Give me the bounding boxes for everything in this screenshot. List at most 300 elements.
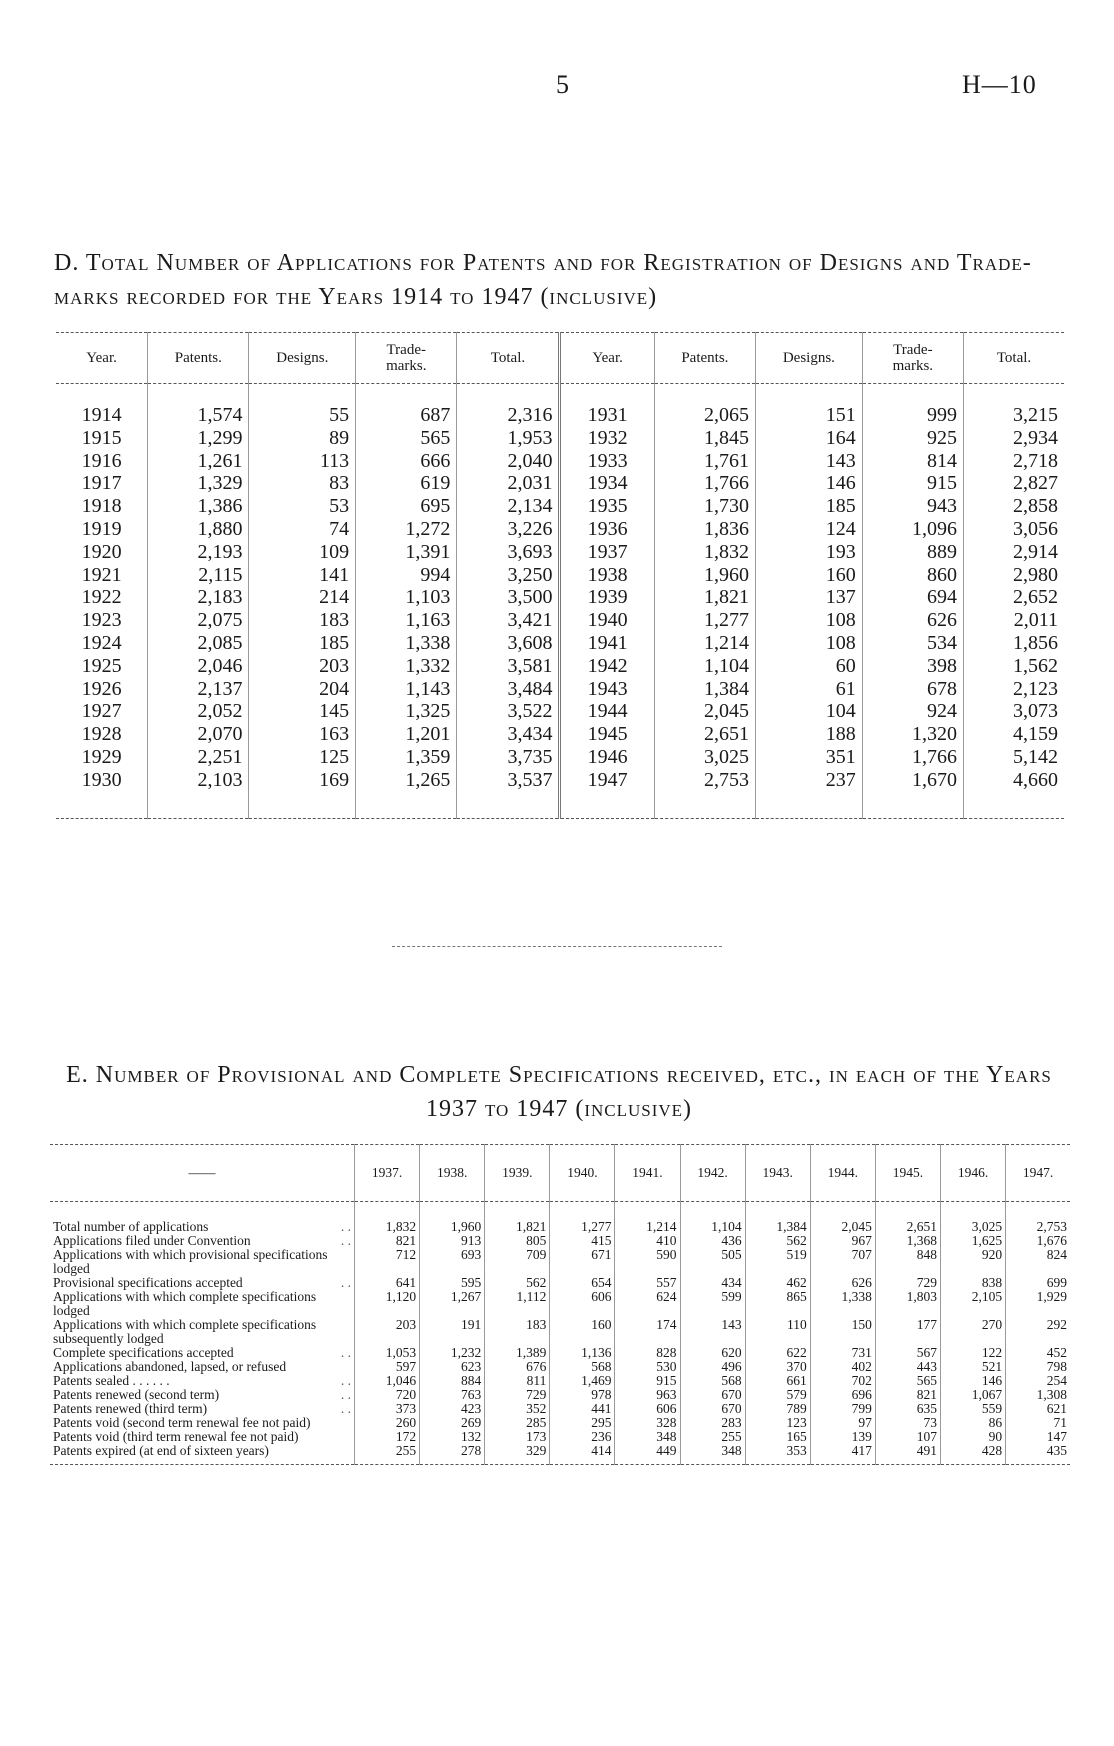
value-cell: 414	[550, 1444, 615, 1465]
value-cell: 606	[550, 1290, 615, 1318]
value-cell: 3,735	[457, 746, 560, 769]
year-cell: 1936	[560, 518, 654, 541]
leader-dots: . .	[340, 1387, 351, 1402]
value-cell: 353	[745, 1444, 810, 1465]
year-header: 1937.	[355, 1145, 420, 1202]
year-cell: 1946	[560, 746, 654, 769]
value-cell: 174	[615, 1318, 680, 1346]
value-cell: 2,011	[964, 609, 1065, 632]
value-cell: 370	[745, 1360, 810, 1374]
value-cell: 2,046	[148, 655, 249, 678]
value-cell: 1,103	[356, 586, 457, 609]
value-cell: 2,040	[457, 450, 560, 473]
year-cell: 1939	[560, 586, 654, 609]
row-label	[50, 1360, 355, 1374]
table-row	[56, 769, 1064, 818]
year-cell: 1947	[560, 769, 654, 818]
value-cell: 185	[249, 632, 356, 655]
value-cell: 3,073	[964, 700, 1065, 723]
row-label-text: Provisional specifications accepted	[53, 1275, 243, 1290]
value-cell: 925	[862, 427, 963, 450]
value-cell: 654	[550, 1276, 615, 1290]
value-cell: 292	[1006, 1318, 1070, 1346]
corner-header: ——	[50, 1145, 355, 1202]
value-cell: 623	[420, 1360, 485, 1374]
table-row	[50, 1346, 1070, 1360]
year-header: 1940.	[550, 1145, 615, 1202]
column-header: Year.	[560, 333, 654, 384]
value-cell: 913	[420, 1234, 485, 1248]
table-d	[56, 332, 1064, 819]
year-header: 1938.	[420, 1145, 485, 1202]
value-cell: 5,142	[964, 746, 1065, 769]
year-cell: 1916	[81, 449, 122, 472]
value-cell: 670	[680, 1402, 745, 1416]
table-row	[50, 1202, 1070, 1235]
page-number: 5	[556, 70, 569, 99]
value-cell: 435	[1006, 1444, 1070, 1465]
value-cell: 2,316	[457, 384, 560, 427]
value-cell: 1,386	[148, 495, 249, 518]
leader-dots: . .	[340, 1275, 351, 1290]
value-cell: 2,085	[148, 632, 249, 655]
value-cell: 1,384	[654, 678, 755, 701]
year-cell: 1940	[560, 609, 654, 632]
value-cell: 666	[356, 450, 457, 473]
value-cell: 620	[680, 1346, 745, 1360]
value-cell: 53	[249, 495, 356, 518]
value-cell: 1,096	[862, 518, 963, 541]
value-cell: 110	[745, 1318, 810, 1346]
value-cell: 1,320	[862, 723, 963, 746]
value-cell: 3,608	[457, 632, 560, 655]
row-label	[50, 1430, 355, 1444]
value-cell: 83	[249, 472, 356, 495]
table-row	[50, 1374, 1070, 1388]
value-cell: 86	[940, 1416, 1005, 1430]
table-row	[50, 1402, 1070, 1416]
value-cell: 567	[875, 1346, 940, 1360]
value-cell: 1,053	[355, 1346, 420, 1360]
value-cell: 4,660	[964, 769, 1065, 818]
value-cell: 183	[485, 1318, 550, 1346]
value-cell: 889	[862, 541, 963, 564]
value-cell: 565	[356, 427, 457, 450]
row-label	[50, 1248, 355, 1276]
value-cell: 865	[745, 1290, 810, 1318]
year-cell: 1923	[81, 609, 122, 632]
value-cell: 694	[862, 586, 963, 609]
value-cell: 1,143	[356, 678, 457, 701]
value-cell: 699	[1006, 1276, 1070, 1290]
row-label-text: Applications with which complete specifications lodged	[53, 1289, 317, 1318]
value-cell: 278	[420, 1444, 485, 1465]
value-cell: 798	[1006, 1360, 1070, 1374]
value-cell: 915	[862, 472, 963, 495]
value-cell: 534	[862, 632, 963, 655]
value-cell: 687	[356, 384, 457, 427]
value-cell: 436	[680, 1234, 745, 1248]
table-row	[56, 678, 1064, 701]
year-cell: 1932	[560, 427, 654, 450]
value-cell: 163	[249, 723, 356, 746]
value-cell: 2,137	[148, 678, 249, 701]
table-e-header-row	[50, 1145, 1070, 1202]
column-header: Year.	[56, 333, 148, 384]
value-cell: 1,359	[356, 746, 457, 769]
value-cell: 1,391	[356, 541, 457, 564]
value-cell: 824	[1006, 1248, 1070, 1276]
value-cell: 255	[680, 1430, 745, 1444]
value-cell: 2,251	[148, 746, 249, 769]
year-cell: 1922	[81, 586, 122, 609]
row-label	[50, 1388, 355, 1402]
value-cell: 1,338	[810, 1290, 875, 1318]
table-row	[56, 700, 1064, 723]
value-cell: 1,676	[1006, 1234, 1070, 1248]
value-cell: 920	[940, 1248, 1005, 1276]
value-cell: 1,574	[148, 384, 249, 427]
table-row	[50, 1290, 1070, 1318]
value-cell: 709	[485, 1248, 550, 1276]
value-cell: 2,070	[148, 723, 249, 746]
year-cell: 1943	[560, 678, 654, 701]
value-cell: 462	[745, 1276, 810, 1290]
year-cell: 1914	[81, 404, 122, 426]
value-cell: 678	[862, 678, 963, 701]
value-cell: 1,625	[940, 1234, 1005, 1248]
value-cell: 417	[810, 1444, 875, 1465]
table-row	[56, 632, 1064, 655]
value-cell: 641	[355, 1276, 420, 1290]
year-header: 1941.	[615, 1145, 680, 1202]
value-cell: 185	[756, 495, 863, 518]
value-cell: 967	[810, 1234, 875, 1248]
value-cell: 151	[756, 384, 863, 427]
value-cell: 1,136	[550, 1346, 615, 1360]
year-cell: 1918	[81, 495, 122, 518]
value-cell: 670	[680, 1388, 745, 1402]
value-cell: 720	[355, 1388, 420, 1402]
value-cell: 562	[485, 1276, 550, 1290]
value-cell: 626	[810, 1276, 875, 1290]
value-cell: 2,193	[148, 541, 249, 564]
table-row	[50, 1388, 1070, 1402]
value-cell: 597	[355, 1360, 420, 1374]
value-cell: 1,112	[485, 1290, 550, 1318]
value-cell: 1,329	[148, 472, 249, 495]
year-header: 1939.	[485, 1145, 550, 1202]
value-cell: 1,120	[355, 1290, 420, 1318]
row-label-text: Complete specifications accepted	[53, 1345, 234, 1360]
value-cell: 565	[875, 1374, 940, 1388]
column-header: Designs.	[756, 333, 863, 384]
year-header: 1944.	[810, 1145, 875, 1202]
value-cell: 137	[756, 586, 863, 609]
year-cell: 1941	[560, 632, 654, 655]
value-cell: 1,308	[1006, 1388, 1070, 1402]
table-row	[56, 427, 1064, 450]
table-row	[56, 564, 1064, 587]
value-cell: 1,821	[654, 586, 755, 609]
value-cell: 814	[862, 450, 963, 473]
value-cell: 1,261	[148, 450, 249, 473]
value-cell: 1,766	[862, 746, 963, 769]
value-cell: 109	[249, 541, 356, 564]
value-cell: 452	[1006, 1346, 1070, 1360]
table-row	[50, 1444, 1070, 1465]
value-cell: 2,103	[148, 769, 249, 818]
table-row	[56, 541, 1064, 564]
value-cell: 848	[875, 1248, 940, 1276]
value-cell: 146	[940, 1374, 1005, 1388]
value-cell: 107	[875, 1430, 940, 1444]
value-cell: 269	[420, 1416, 485, 1430]
year-header: 1945.	[875, 1145, 940, 1202]
value-cell: 530	[615, 1360, 680, 1374]
value-cell: 1,332	[356, 655, 457, 678]
value-cell: 1,232	[420, 1346, 485, 1360]
year-header: 1943.	[745, 1145, 810, 1202]
row-label	[50, 1416, 355, 1430]
value-cell: 821	[875, 1388, 940, 1402]
row-label-text: Patents expired (at end of sixteen years)	[53, 1443, 269, 1458]
value-cell: 3,215	[964, 384, 1065, 427]
year-cell: 1933	[560, 450, 654, 473]
value-cell: 2,718	[964, 450, 1065, 473]
value-cell: 132	[420, 1430, 485, 1444]
year-cell: 1926	[81, 677, 122, 700]
value-cell: 443	[875, 1360, 940, 1374]
leader-dots: . .	[340, 1345, 351, 1360]
value-cell: 624	[615, 1290, 680, 1318]
value-cell: 702	[810, 1374, 875, 1388]
value-cell: 1,104	[680, 1202, 745, 1235]
table-row	[50, 1360, 1070, 1374]
value-cell: 191	[420, 1318, 485, 1346]
value-cell: 599	[680, 1290, 745, 1318]
table-row	[56, 586, 1064, 609]
year-cell: 1920	[81, 540, 122, 563]
value-cell: 595	[420, 1276, 485, 1290]
value-cell: 621	[1006, 1402, 1070, 1416]
value-cell: 693	[420, 1248, 485, 1276]
value-cell: 183	[249, 609, 356, 632]
table-row	[56, 723, 1064, 746]
value-cell: 122	[940, 1346, 1005, 1360]
value-cell: 994	[356, 564, 457, 587]
table-row	[50, 1248, 1070, 1276]
value-cell: 1,845	[654, 427, 755, 450]
value-cell: 2,045	[810, 1202, 875, 1235]
value-cell: 2,753	[654, 769, 755, 818]
value-cell: 3,226	[457, 518, 560, 541]
year-cell: 1937	[560, 541, 654, 564]
value-cell: 348	[615, 1430, 680, 1444]
value-cell: 146	[756, 472, 863, 495]
value-cell: 169	[249, 769, 356, 818]
table-row	[56, 384, 1064, 427]
value-cell: 695	[356, 495, 457, 518]
value-cell: 519	[745, 1248, 810, 1276]
value-cell: 3,434	[457, 723, 560, 746]
value-cell: 89	[249, 427, 356, 450]
value-cell: 398	[862, 655, 963, 678]
leader-dots: . .	[340, 1373, 351, 1388]
value-cell: 557	[615, 1276, 680, 1290]
value-cell: 1,469	[550, 1374, 615, 1388]
value-cell: 145	[249, 700, 356, 723]
value-cell: 828	[615, 1346, 680, 1360]
value-cell: 1,368	[875, 1234, 940, 1248]
value-cell: 619	[356, 472, 457, 495]
value-cell: 2,123	[964, 678, 1065, 701]
value-cell: 410	[615, 1234, 680, 1248]
value-cell: 295	[550, 1416, 615, 1430]
value-cell: 2,045	[654, 700, 755, 723]
column-header: Total.	[964, 333, 1065, 384]
row-label	[50, 1234, 355, 1248]
value-cell: 606	[615, 1402, 680, 1416]
value-cell: 2,753	[1006, 1202, 1070, 1235]
value-cell: 3,581	[457, 655, 560, 678]
value-cell: 254	[1006, 1374, 1070, 1388]
value-cell: 165	[745, 1430, 810, 1444]
leader-dots: . .	[340, 1401, 351, 1416]
value-cell: 1,960	[654, 564, 755, 587]
value-cell: 568	[550, 1360, 615, 1374]
value-cell: 204	[249, 678, 356, 701]
value-cell: 707	[810, 1248, 875, 1276]
year-cell: 1924	[81, 631, 122, 654]
year-cell: 1934	[560, 472, 654, 495]
value-cell: 763	[420, 1388, 485, 1402]
value-cell: 104	[756, 700, 863, 723]
value-cell: 55	[249, 384, 356, 427]
value-cell: 491	[875, 1444, 940, 1465]
row-label-text: Applications with which complete specifications subsequently lodged	[53, 1317, 317, 1346]
row-label-text: Applications abandoned, lapsed, or refused	[53, 1359, 287, 1374]
value-cell: 203	[249, 655, 356, 678]
table-row	[50, 1234, 1070, 1248]
value-cell: 2,651	[875, 1202, 940, 1235]
column-header: Total.	[457, 333, 560, 384]
value-cell: 423	[420, 1402, 485, 1416]
value-cell: 143	[680, 1318, 745, 1346]
value-cell: 1,389	[485, 1346, 550, 1360]
value-cell: 1,953	[457, 427, 560, 450]
value-cell: 496	[680, 1360, 745, 1374]
row-label-text: Applications filed under Convention	[53, 1233, 251, 1248]
value-cell: 1,046	[355, 1374, 420, 1388]
value-cell: 2,031	[457, 472, 560, 495]
value-cell: 329	[485, 1444, 550, 1465]
column-header: Designs.	[249, 333, 356, 384]
year-cell: 1935	[560, 495, 654, 518]
value-cell: 1,803	[875, 1290, 940, 1318]
value-cell: 3,056	[964, 518, 1065, 541]
value-cell: 147	[1006, 1430, 1070, 1444]
row-label	[50, 1374, 355, 1388]
year-cell: 1925	[81, 654, 122, 677]
table-row	[56, 450, 1064, 473]
value-cell: 123	[745, 1416, 810, 1430]
value-cell: 1,104	[654, 655, 755, 678]
table-row	[56, 518, 1064, 541]
table-row	[56, 609, 1064, 632]
value-cell: 141	[249, 564, 356, 587]
value-cell: 729	[875, 1276, 940, 1290]
value-cell: 696	[810, 1388, 875, 1402]
value-cell: 729	[485, 1388, 550, 1402]
value-cell: 415	[550, 1234, 615, 1248]
value-cell: 2,065	[654, 384, 755, 427]
value-cell: 943	[862, 495, 963, 518]
column-header: Patents.	[148, 333, 249, 384]
document-reference: H—10	[962, 70, 1037, 99]
value-cell: 626	[862, 609, 963, 632]
value-cell: 1,201	[356, 723, 457, 746]
value-cell: 74	[249, 518, 356, 541]
year-cell: 1929	[81, 745, 122, 768]
value-cell: 2,980	[964, 564, 1065, 587]
leader-dots: . .	[340, 1219, 351, 1234]
row-label	[50, 1290, 355, 1318]
value-cell: 177	[875, 1318, 940, 1346]
value-cell: 811	[485, 1374, 550, 1388]
value-cell: 71	[1006, 1416, 1070, 1430]
value-cell: 1,856	[964, 632, 1065, 655]
value-cell: 2,914	[964, 541, 1065, 564]
value-cell: 1,325	[356, 700, 457, 723]
value-cell: 236	[550, 1430, 615, 1444]
value-cell: 999	[862, 384, 963, 427]
value-cell: 2,075	[148, 609, 249, 632]
table-e-title: E. Number of Provisional and Complete Specifications received, etc., in each of the Years 1937 to 1947 (inclusive)	[66, 1062, 1052, 1122]
value-cell: 1,960	[420, 1202, 485, 1235]
row-label	[50, 1202, 355, 1235]
column-header: Trade- marks.	[356, 333, 457, 384]
value-cell: 860	[862, 564, 963, 587]
value-cell: 799	[810, 1402, 875, 1416]
value-cell: 173	[485, 1430, 550, 1444]
value-cell: 821	[355, 1234, 420, 1248]
value-cell: 1,214	[654, 632, 755, 655]
year-cell: 1931	[560, 384, 654, 427]
row-label	[50, 1318, 355, 1346]
value-cell: 97	[810, 1416, 875, 1430]
value-cell: 2,052	[148, 700, 249, 723]
value-cell: 2,827	[964, 472, 1065, 495]
value-cell: 562	[745, 1234, 810, 1248]
row-label	[50, 1402, 355, 1416]
value-cell: 676	[485, 1360, 550, 1374]
value-cell: 2,105	[940, 1290, 1005, 1318]
year-header: 1947.	[1006, 1145, 1070, 1202]
row-label-text: Patents renewed (third term)	[53, 1401, 208, 1416]
row-label-text: Patents void (second term renewal fee not paid)	[53, 1415, 311, 1430]
value-cell: 622	[745, 1346, 810, 1360]
value-cell: 3,421	[457, 609, 560, 632]
value-cell: 1,832	[355, 1202, 420, 1235]
value-cell: 1,067	[940, 1388, 1005, 1402]
value-cell: 731	[810, 1346, 875, 1360]
value-cell: 4,159	[964, 723, 1065, 746]
year-cell: 1944	[560, 700, 654, 723]
value-cell: 352	[485, 1402, 550, 1416]
value-cell: 3,500	[457, 586, 560, 609]
value-cell: 789	[745, 1402, 810, 1416]
